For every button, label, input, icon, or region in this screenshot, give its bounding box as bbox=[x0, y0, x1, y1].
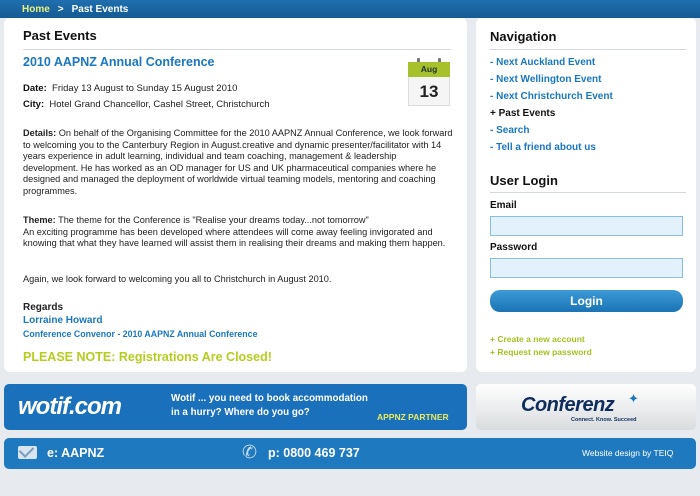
registration-notice: PLEASE NOTE: Registrations Are Closed! bbox=[23, 350, 272, 364]
password-label: Password bbox=[490, 242, 538, 253]
breadcrumb bbox=[0, 0, 700, 18]
wotif-banner[interactable] bbox=[4, 384, 467, 430]
sidebar-panel bbox=[476, 18, 696, 372]
theme-text: The theme for the Conference is "Realise your dreams today...not tomorrow" bbox=[58, 215, 369, 225]
nav-item-past-events[interactable]: + Past Events bbox=[490, 108, 556, 119]
conferenz-mark-icon: ✦ bbox=[628, 391, 639, 406]
wotif-partner-label: APPNZ PARTNER bbox=[377, 412, 449, 422]
conferenz-tagline: Connect. Know. Succeed bbox=[571, 417, 637, 423]
nav-item-next-wellington[interactable]: - Next Wellington Event bbox=[490, 74, 602, 85]
conferenz-banner[interactable] bbox=[476, 384, 696, 430]
nav-item-tell-a-friend[interactable]: - Tell a friend about us bbox=[490, 142, 596, 153]
theme-label: Theme: bbox=[23, 215, 56, 225]
regards-label: Regards bbox=[23, 302, 64, 313]
date-value: Friday 13 August to Sunday 15 August 2010 bbox=[52, 83, 238, 94]
wotif-logo bbox=[18, 393, 121, 421]
nav-item-search[interactable]: - Search bbox=[490, 125, 530, 136]
footer-phone[interactable]: p: 0800 469 737 bbox=[268, 446, 360, 460]
breadcrumb-home-link[interactable]: Home bbox=[22, 4, 50, 15]
login-divider bbox=[490, 192, 686, 193]
envelope-icon bbox=[18, 446, 37, 459]
city-value: Hotel Grand Chancellor, Cashel Street, Christchurch bbox=[49, 99, 270, 110]
theme-paragraph bbox=[23, 215, 453, 250]
phone-icon: ✆ bbox=[242, 442, 258, 462]
email-label: Email bbox=[490, 200, 517, 211]
main-panel bbox=[4, 18, 467, 372]
calendar-day: 13 bbox=[408, 77, 450, 106]
wotif-logo-suffix: .com bbox=[68, 393, 121, 420]
event-date bbox=[23, 83, 237, 94]
theme-description: An exciting programme has been developed where attendees will come away feeling invigorated and knowing that what they have learned will assist them in realising their dreams and making them happen. bbox=[23, 226, 446, 249]
create-account-link[interactable]: + Create a new account bbox=[490, 334, 585, 344]
footer bbox=[4, 438, 696, 469]
request-password-link[interactable]: + Request new password bbox=[490, 347, 592, 357]
event-title: 2010 AAPNZ Annual Conference bbox=[23, 55, 215, 69]
signer-role: Conference Convenor - 2010 AAPNZ Annual Conference bbox=[23, 329, 258, 339]
signer-name: Lorraine Howard bbox=[23, 315, 103, 326]
nav-item-next-christchurch[interactable]: - Next Christchurch Event bbox=[490, 91, 613, 102]
navigation-divider bbox=[490, 49, 686, 50]
details-text: On behalf of the Organising Committee for the 2010 AAPNZ Annual Conference, we look forward to welcoming you to the Canterbury Region in August.creative and dynamic presenter/facilitator with 14 years experience in adult learning, individual and team coaching, management & leadership development. He has worked as an OD manager for US and UK pharmaceutical companies where he designed and managed the deployment of worldwide virtual teaming models, mentoring and coaching programmes. bbox=[23, 128, 453, 196]
footer-email[interactable]: e: AAPNZ bbox=[47, 446, 105, 460]
email-input[interactable] bbox=[490, 216, 683, 236]
footer-credit[interactable]: Website design by TEIQ bbox=[582, 448, 674, 458]
details-paragraph bbox=[23, 128, 453, 198]
date-label: Date: bbox=[23, 83, 47, 94]
user-login-title: User Login bbox=[490, 173, 558, 188]
breadcrumb-separator: > bbox=[57, 4, 64, 15]
navigation-title: Navigation bbox=[490, 29, 557, 44]
login-button[interactable]: Login bbox=[490, 290, 683, 312]
breadcrumb-current: Past Events bbox=[71, 4, 129, 15]
city-label: City: bbox=[23, 99, 45, 110]
wotif-tagline: Wotif ... you need to book accommodation in a hurry? Where do you go? bbox=[171, 393, 368, 418]
closing-paragraph: Again, we look forward to welcoming you all to Christchurch in August 2010. bbox=[23, 274, 332, 284]
calendar-month: Aug bbox=[408, 62, 450, 77]
conferenz-logo: Conferenz bbox=[521, 394, 615, 416]
details-label: Details: bbox=[23, 128, 57, 138]
password-input[interactable] bbox=[490, 258, 683, 278]
page-title: Past Events bbox=[23, 28, 97, 43]
wotif-logo-text: wotif bbox=[18, 393, 69, 420]
event-city bbox=[23, 99, 270, 110]
calendar-icon bbox=[408, 58, 450, 106]
nav-item-next-auckland[interactable]: - Next Auckland Event bbox=[490, 57, 596, 68]
title-divider bbox=[23, 49, 451, 50]
